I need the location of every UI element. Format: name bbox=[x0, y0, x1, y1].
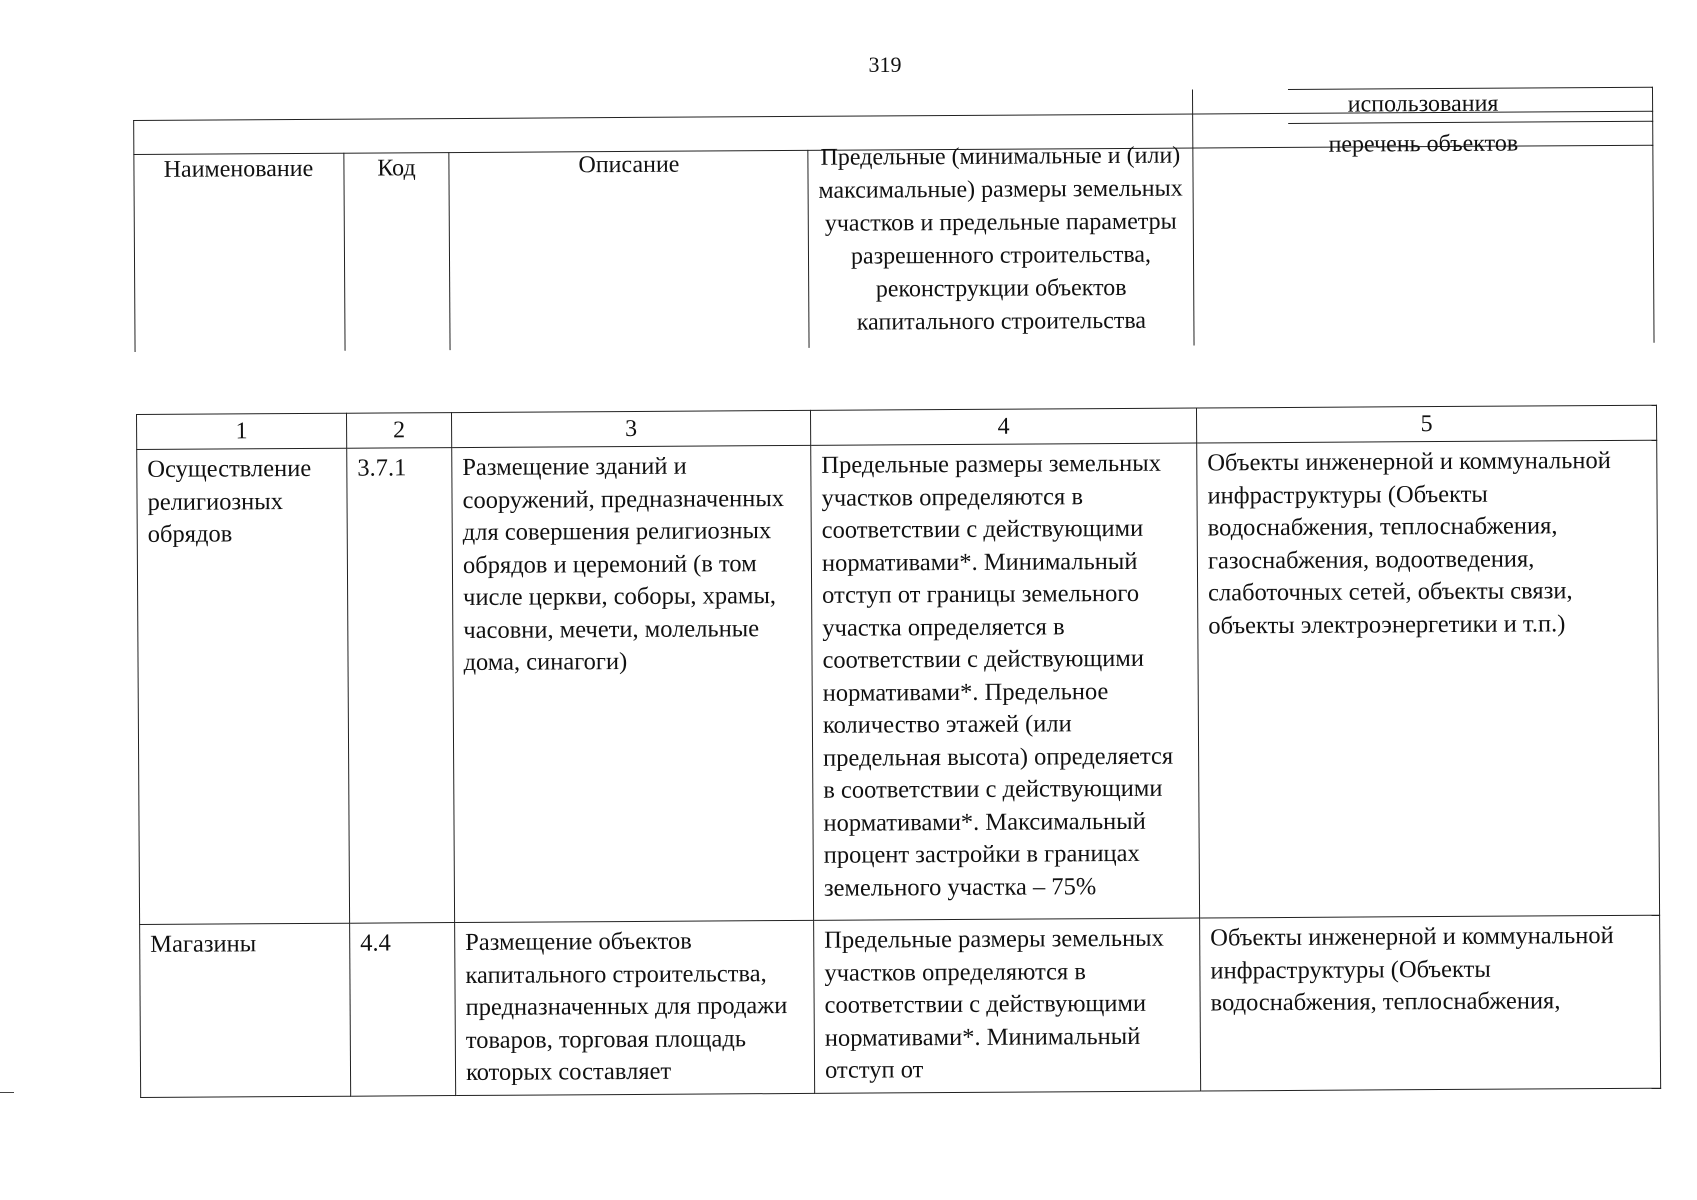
cell-description: Размещение объектов капитального строительства, предназначенных для продажи товаров, торговая площадь которых составляет bbox=[455, 920, 815, 1095]
header-col-divider-3 bbox=[807, 150, 809, 348]
usage-label: использования bbox=[1347, 90, 1499, 118]
cell-name: Осуществление религиозных обрядов bbox=[137, 448, 350, 924]
col-header-name: Наименование bbox=[163, 155, 314, 183]
col-header-params: Предельные (минимальные и (или) максимальные) размеры земельных участков и предельные параметры разрешенного строительства, реконструкции объектов капитального строительства bbox=[818, 142, 1183, 336]
table-header bbox=[133, 87, 1655, 386]
column-number: 1 bbox=[137, 413, 347, 449]
cell-description: Размещение зданий и сооружений, предназначенных для совершения религиозных обрядов и церемоний (в том числе церкви, соборы, храмы, часовни, мечети, молельные дома, синагоги) bbox=[452, 445, 814, 922]
column-number: 5 bbox=[1196, 405, 1656, 443]
cell-objects: Объекты инженерной и коммунальной инфраструктуры (Объекты водоснабжения, теплоснабжения, bbox=[1200, 915, 1661, 1091]
column-number: 3 bbox=[451, 410, 810, 447]
cell-code: 4.4 bbox=[350, 923, 456, 1097]
column-number: 2 bbox=[346, 413, 451, 449]
table-row bbox=[137, 440, 1660, 924]
cell-params: Предельные размеры земельных участков определяются в соответствии с действующими нормативами*. Минимальный отступ от bbox=[814, 918, 1201, 1093]
cell-code: 3.7.1 bbox=[347, 448, 455, 924]
header-right-border bbox=[1652, 87, 1655, 343]
header-col-divider-4 bbox=[1192, 90, 1195, 346]
main-table bbox=[136, 405, 1660, 1098]
header-col-divider-2 bbox=[448, 152, 450, 350]
col-header-objects: перечень объектов bbox=[1328, 130, 1519, 158]
col-header-code: Код bbox=[377, 155, 416, 182]
margin-mark bbox=[0, 1092, 14, 1093]
cell-name: Магазины bbox=[140, 923, 351, 1097]
page-number: 319 bbox=[868, 52, 902, 77]
column-number: 4 bbox=[810, 408, 1196, 445]
col-header-description: Описание bbox=[578, 151, 680, 179]
cell-params: Предельные размеры земельных участков определяются в соответствии с действующими нормативами*. Минимальный отступ от границы земельного участка определяется в соответствии с действующими нормативами*. Предельное количество этажей (или предельная высота) определяется в соответствии с действующими нормативами*. Максимальный процент застройки в границах земельного участка – 75% bbox=[811, 443, 1200, 920]
cell-objects: Объекты инженерной и коммунальной инфраструктуры (Объекты водоснабжения, теплоснабжения, газоснабжения, водоотведения, слаботочных сетей, объекты связи, объекты электроэнергетики и т.п.) bbox=[1197, 440, 1660, 918]
table-row bbox=[140, 915, 1661, 1097]
